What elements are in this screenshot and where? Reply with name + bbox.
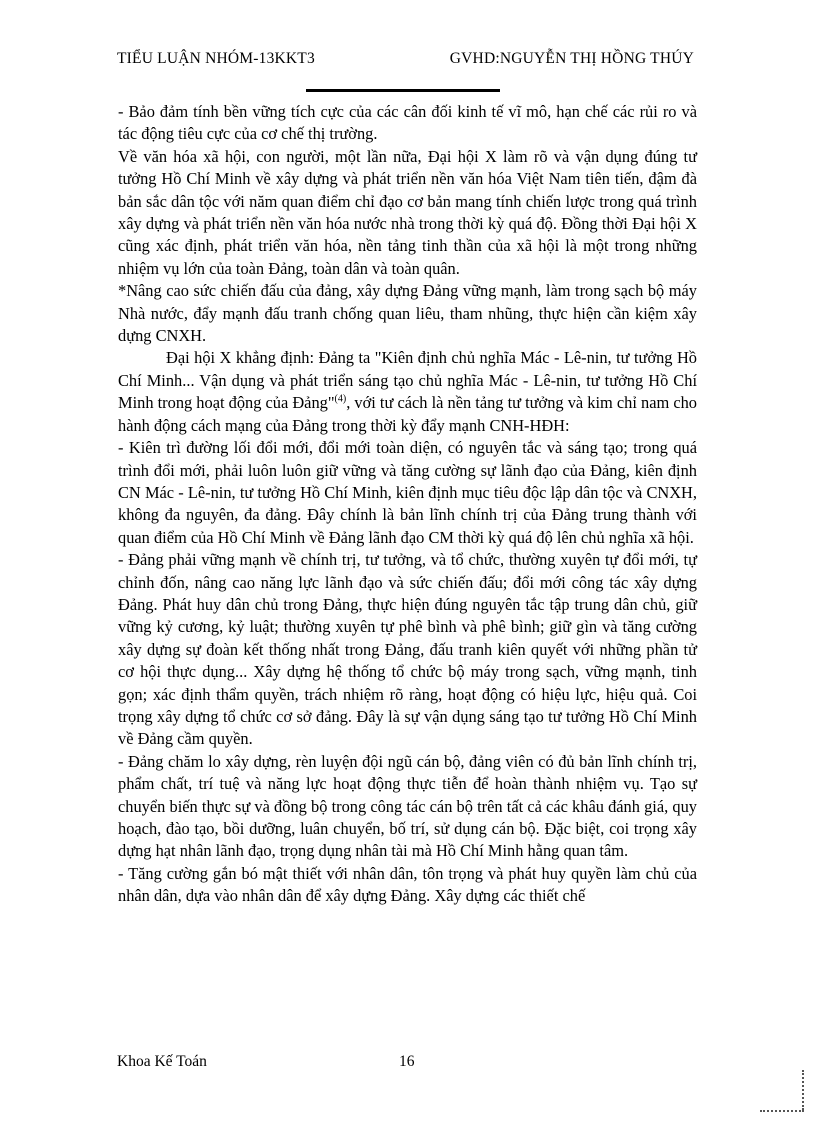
header-left-title: TIỂU LUẬN NHÓM-13KKT3 xyxy=(117,50,315,67)
page-number: 16 xyxy=(399,1053,415,1070)
paragraph-1: - Bảo đảm tính bền vững tích cực của các cân đối kinh tế vĩ mô, hạn chế các rủi ro và tác động tiêu cực của cơ chế thị trường. xyxy=(118,102,697,144)
page-corner-mark-horizontal xyxy=(760,1110,804,1114)
document-body xyxy=(118,101,697,908)
header-divider xyxy=(306,89,500,92)
page-corner-mark-vertical xyxy=(802,1070,806,1110)
footnote-ref: (4) xyxy=(334,393,347,405)
footer-department: Khoa Kế Toán xyxy=(117,1053,207,1070)
quote-text: Đại hội X khẳng định: Đảng ta "Kiên định chủ nghĩa Mác - Lê-nin, tư tưởng Hồ Chí Minh... Vận dụng và phát triển sáng tạo chủ nghĩa Mác - Lê-nin, tư tưởng Hồ Chí Minh trong hoạt động của Đảng" xyxy=(118,348,697,413)
bullet-paragraph-4: - Tăng cường gắn bó mật thiết với nhân dân, tôn trọng và phát huy quyền làm chủ của nhân dân, dựa vào nhân dân để xây dựng Đảng. Xây dựng các thiết chế xyxy=(118,863,697,906)
bullet-paragraph-3: - Đảng chăm lo xây dựng, rèn luyện đội ngũ cán bộ, đảng viên có đủ bản lĩnh chính trị, phẩm chất, trí tuệ và năng lực hoạt động thực tiễn để hoàn thành nhiệm vụ. Tạo sự chuyển biến thực sự và đồng bộ trong công tác cán bộ trên tất cả các khâu đánh giá, quy hoạch, đào tạo, bồi dưỡng, luân chuyển, bố trí, sử dụng cán bộ. Đặc biệt, coi trọng xây dựng hạt nhân lãnh đạo, trọng dụng nhân tài mà Hồ Chí Minh hằng quan tâm. xyxy=(118,751,697,861)
paragraph-3: *Nâng cao sức chiến đấu của đảng, xây dựng Đảng vững mạnh, làm trong sạch bộ máy Nhà nước, đẩy mạnh đấu tranh chống quan liêu, tham nhũng, thực hiện cần kiệm xây dựng CNXH. xyxy=(118,281,697,346)
bullet-paragraph-1: - Kiên trì đường lối đổi mới, đổi mới toàn diện, có nguyên tắc và sáng tạo; trong quá trình đổi mới, phải luôn luôn giữ vững và tăng cường sự lãnh đạo của Đảng, kiên định CN Mác - Lê-nin, tư tưởng Hồ Chí Minh, kiên định mục tiêu độc lập dân tộc và CNXH, không đa nguyên, đa đảng. Đây chính là bản lĩnh chính trị của Đảng trung thành với quan điểm của Hồ Chí Minh về Đảng lãnh đạo CM thời kỳ quá độ lên chủ nghĩa xã hội. xyxy=(118,438,697,547)
quote-continuation: , với tư cách là nền tảng tư tưởng và kim chỉ nam cho hành động cách mạng của Đảng trong thời kỳ đẩy mạnh CNH-HĐH: xyxy=(118,393,697,435)
indented-paragraph xyxy=(118,347,697,437)
bullet-paragraph-2: - Đảng phải vững mạnh về chính trị, tư tưởng, và tổ chức, thường xuyên tự đổi mới, tự chỉnh đốn, nâng cao năng lực lãnh đạo và sức chiến đấu; đổi mới công tác xây dựng Đảng. Phát huy dân chủ trong Đảng, thực hiện đúng nguyên tắc tập trung dân chủ, giữ vững kỷ cương, kỷ luật; thường xuyên tự phê bình và phê bình; giữ gìn và tăng cường xây dựng sự đoàn kết thống nhất trong Đảng, đấu tranh kiên quyết với những phần tử cơ hội thực dụng... Xây dựng hệ thống tổ chức bộ máy trong sạch, vững mạnh, tinh gọn; xác định thẩm quyền, trách nhiệm rõ ràng, hoạt động có hiệu lực, hiệu quả. Coi trọng xây dựng tổ chức cơ sở đảng. Đây là sự vận dụng sáng tạo tư tưởng Hồ Chí Minh về Đảng cầm quyền. xyxy=(118,550,697,749)
header-right-instructor: GVHD:NGUYỄN THỊ HỒNG THÚY xyxy=(449,50,694,67)
paragraph-2: Về văn hóa xã hội, con người, một lần nữa, Đại hội X làm rõ và vận dụng đúng tư tưởng Hồ Chí Minh về xây dựng và phát triển nền văn hóa Việt Nam tiên tiến, đậm đà bản sắc dân tộc với năm quan điểm chỉ đạo cơ bản mang tính chiến lược trong quá trình xây dựng và phát triển nền văn hóa nước nhà trong thời kỳ quá độ. Đồng thời Đại hội X cũng xác định, phát triển văn hóa, nền tảng tinh thần của xã hội là một trong những nhiệm vụ lớn của toàn Đảng, toàn dân và toàn quân. xyxy=(118,146,697,278)
